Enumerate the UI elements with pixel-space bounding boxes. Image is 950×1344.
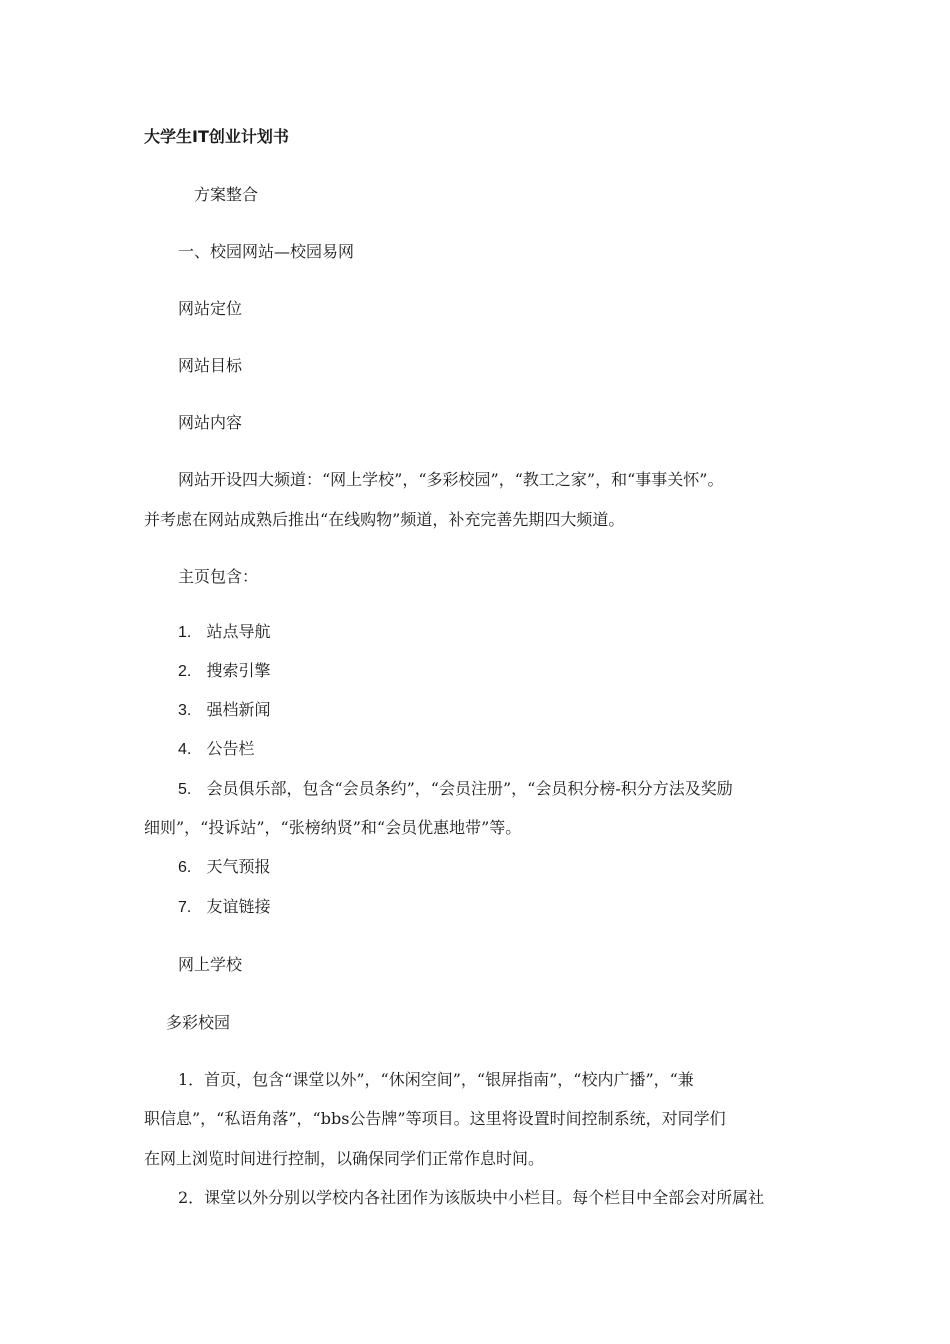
list-item-number: 1. [178, 624, 192, 641]
scheme-heading: 方案整合 [194, 185, 259, 204]
subheading-site-content: 网站内容 [178, 413, 243, 432]
list-item-number: 6. [178, 859, 192, 876]
list-item [178, 897, 270, 918]
list-item-continuation: 细则”，“投诉站”，“张榜纳贤”和“会员优惠地带”等。 [144, 818, 522, 837]
subheading-site-goal: 网站目标 [178, 356, 243, 375]
list-item-number: 4. [178, 741, 192, 758]
subheading-site-position: 网站定位 [178, 299, 243, 318]
list-item [178, 700, 270, 721]
subheading-online-school: 网上学校 [178, 955, 243, 974]
list-item-number: 7. [178, 899, 192, 916]
list-item-number: 5. [178, 781, 192, 798]
document-title: 大学生IT创业计划书 [144, 127, 289, 146]
list-item-text: 公告栏 [206, 739, 255, 758]
list-item-number: 2. [178, 663, 192, 680]
list-item [178, 622, 270, 643]
paragraph-clubs-line1: 2．课堂以外分别以学校内各社团作为该版块中小栏目。每个栏目中全部会对所属社 [178, 1188, 765, 1207]
list-item [178, 661, 270, 682]
list-item-text: 天气预报 [206, 857, 271, 876]
paragraph-channels-line2: 并考虑在网站成熟后推出“在线购物”频道，补充完善先期四大频道。 [144, 510, 625, 529]
list-item-text: 强档新闻 [206, 700, 271, 719]
list-item-text: 搜索引擎 [206, 661, 271, 680]
list-item [178, 739, 254, 760]
list-item-text: 站点导航 [206, 622, 271, 641]
paragraph-channels-line1: 网站开设四大频道：“网上学校”，“多彩校园”，“教工之家”，和“事事关怀”。 [178, 470, 724, 489]
subheading-colorful-campus: 多彩校园 [166, 1013, 231, 1032]
paragraph-campus-line3: 在网上浏览时间进行控制，以确保同学们正常作息时间。 [144, 1149, 545, 1168]
homepage-label: 主页包含： [178, 567, 259, 586]
list-item [178, 857, 270, 878]
list-item-text: 会员俱乐部，包含“会员条约”，“会员注册”，“会员积分榜-积分方法及奖励 [206, 779, 733, 798]
list-item-text: 友谊链接 [206, 897, 271, 916]
paragraph-campus-line2: 职信息”，“私语角落”，“bbs公告牌”等项目。这里将设置时间控制系统，对同学们 [144, 1109, 726, 1128]
list-item [178, 779, 733, 800]
list-item-number: 3. [178, 702, 192, 719]
paragraph-campus-line1: 1．首页，包含“课堂以外”，“休闲空间”，“银屏指南”，“校内广播”，“兼 [178, 1070, 694, 1089]
section-heading-campus-site: 一、校园网站—校园易网 [178, 242, 355, 261]
